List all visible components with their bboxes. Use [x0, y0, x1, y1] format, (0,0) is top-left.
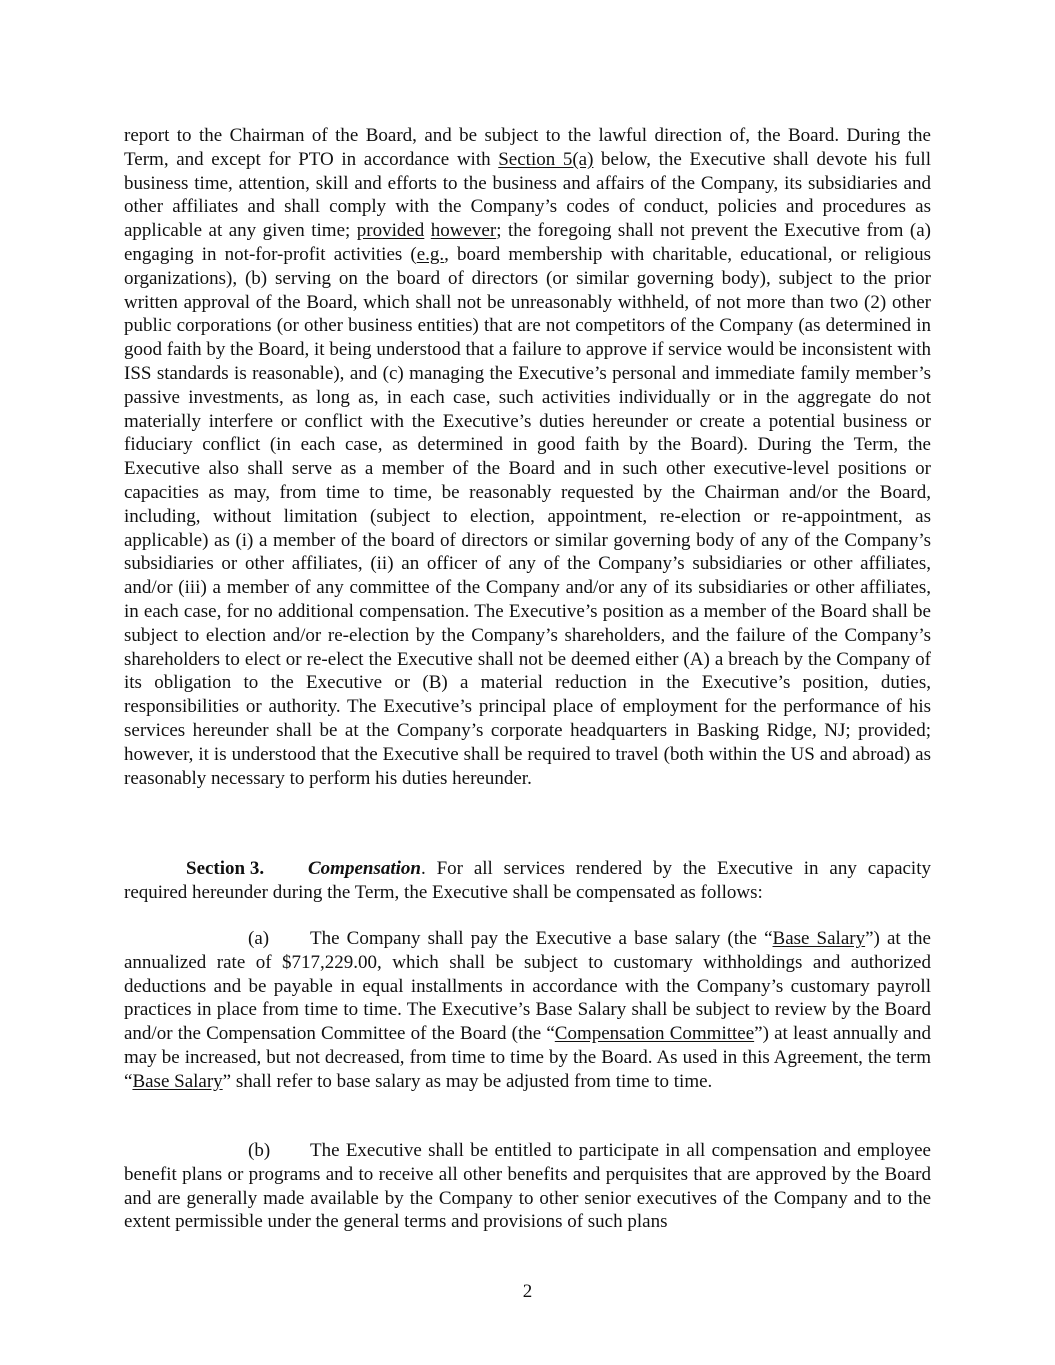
defined-term: however: [430, 220, 497, 242]
defined-term: Compensation Committee: [554, 1023, 755, 1045]
defined-term: provided: [356, 220, 425, 242]
text-segment: report to the Chairman of the Board, and be subject to the lawful direction of, the Board. During the Term, and except for PTO in accordance with: [124, 125, 931, 170]
section-3-heading-paragraph: [124, 857, 931, 905]
section-number: Section 3.: [186, 858, 265, 879]
item-label: (b): [248, 1140, 271, 1161]
defined-term: Base Salary: [132, 1070, 223, 1092]
item-label: (a): [248, 928, 270, 949]
text-segment: , board membership with charitable, educational, or religious organizations), (b) serving on the board of directors (or similar governing body), subject to the prior written approval of the Board, which shall not be unreasonably withheld, of not more than two (2) other public corporations (or other business entities) that are not competitors of the Company (as determined in good faith by the Board, it being understood that a failure to approve if service would be inconsistent with ISS standards is reasonable), and (c) managing the Executive’s personal and immediate family member’s passive investments, as long as, in each case, such activities individually or in the aggregate do not materially interfere or conflict with the Executive’s duties hereunder or create a potential business or fiduciary conflict (in each case, as determined in good faith by the Board). During the Term, the Executive also shall serve as a member of the Board and in such other executive-level positions or capacities as may, from time to time, be reasonably requested by the Chairman and/or the Board, including, without limitation (subject to election, appointment, re-election or re-appointment, as applicable) as (i) a member of the board of directors or similar governing body of any of the Company’s subsidiaries or other affiliates, (ii) an officer of any of the Company’s subsidiaries or other affiliates, and/or (iii) a member of any committee of the Company and/or any of its subsidiaries or other affiliates, in each case, for no additional compensation. The Executive’s position as a member of the Board shall be subject to election and/or re-election by the Company’s shareholders, and the failure of the Company’s shareholders to elect or re-elect the Executive shall not be deemed either (A) a breach by the Company of its obligation to the Executive or (B) a material reduction in the Executive’s position, duties, responsibilities or authority. The Executive’s principal place of employment for the performance of his services hereunder shall be at the Company’s corporate headquarters in Basking Ridge, NJ; provided; however, it is understood that the Executive shall be required to travel (both within the US and abroad) as reasonably necessary to perform his duties hereunder.: [124, 243, 931, 789]
page-number: 2: [522, 1281, 533, 1302]
paragraph-benefits: [124, 1139, 931, 1234]
text-segment: The Executive shall be entitled to participate in all compensation and employee benefit plans or programs and to receive all other benefits and perquisites that are approved by the Board and are generally made available by the Company to other senior executives of the Company and to the extent permissible under the general terms and provisions of such plans: [124, 1140, 931, 1233]
abbreviation: e.g.: [416, 243, 445, 265]
text-segment: ” shall refer to base salary as may be adjusted from time to time.: [222, 1070, 713, 1092]
defined-term: Base Salary: [772, 928, 866, 949]
paragraph-base-salary: [124, 927, 931, 1094]
text-segment: . For all services rendered by the Executive in any capacity required hereunder during the Term, the Executive shall be compensated as follows:: [124, 858, 931, 903]
text-segment: The Company shall pay the Executive a base salary (the “: [310, 928, 773, 949]
section-reference: Section 5(a): [498, 148, 594, 170]
text-segment: below, the Executive shall devote his full business time, attention, skill and efforts to the business and affairs of the Company, its subsidiaries and other affiliates and shall comply with the Company’s codes of conduct, policies and procedures as applicable at any given time;: [124, 148, 931, 242]
text-segment: ”) at the annualized rate of $717,229.00, which shall be subject to customary withholdings and authorized deductions and be payable in equal installments in accordance with the Company’s customary payroll practices in place from time to time. The Executive’s Base Salary shall be subject to review by the Board and/or the Compensation Committee of the Board (the “: [124, 928, 931, 1045]
section-title: Compensation: [308, 858, 421, 879]
paragraph-duties: [124, 124, 931, 790]
text-segment: ”) at least annually and may be increased, but not decreased, from time to time by the Board. As used in this Agreement, the term “: [124, 1023, 931, 1092]
text-segment: ; the foregoing shall not prevent the Executive from (a) engaging in not-for-profit activities (: [124, 220, 931, 265]
